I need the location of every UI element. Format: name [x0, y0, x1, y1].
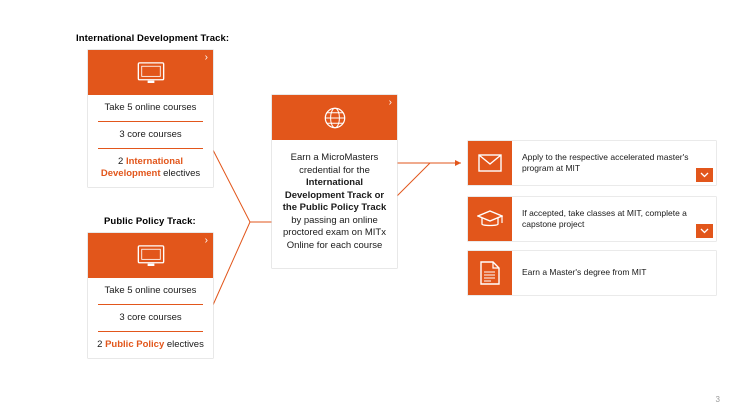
pp-track-card[interactable] — [88, 233, 213, 358]
micromasters-card[interactable] — [272, 95, 397, 268]
step-icon-container — [468, 251, 512, 295]
intl-electives-accent: International Development — [100, 156, 183, 179]
micromasters-text — [272, 140, 397, 268]
intl-electives-prefix: 2 — [118, 156, 126, 167]
micromasters-text-part-3: by passing an online proctored exam on MITx Online for each course — [283, 214, 386, 251]
micromasters-text-part-1: Earn a MicroMasters credential for the — [290, 152, 379, 176]
monitor-icon — [137, 62, 164, 84]
document-icon — [479, 261, 501, 285]
micromasters-text-part-2: International Development Track or the Public Policy Track — [282, 177, 387, 213]
pp-track-heading: Public Policy Track: — [104, 216, 196, 227]
step-row-degree[interactable] — [468, 251, 716, 295]
pp-row-3 — [88, 332, 213, 358]
pp-electives-accent: Public Policy — [105, 339, 165, 350]
graduation-cap-icon — [477, 209, 503, 229]
step-row-classes[interactable] — [468, 197, 716, 241]
intl-row-1: Take 5 online courses — [104, 102, 197, 113]
chevron-down-icon[interactable] — [696, 168, 713, 182]
page-number: 3 — [715, 395, 720, 404]
chevron-right-icon[interactable]: › — [204, 235, 208, 246]
pp-track-header — [88, 233, 213, 278]
micromasters-header — [272, 95, 397, 140]
step-icon-container — [468, 197, 512, 241]
chevron-right-icon[interactable]: › — [204, 52, 208, 63]
intl-track-header — [88, 50, 213, 95]
step-label-degree: Earn a Master's degree from MIT — [522, 267, 647, 278]
step-label-apply: Apply to the respective accelerated master's program at MIT — [522, 151, 689, 173]
step-label-classes: If accepted, take classes at MIT, complete a capstone project — [522, 207, 687, 229]
intl-row-3 — [88, 149, 213, 187]
step-row-apply[interactable] — [468, 141, 716, 185]
intl-electives-suffix: electives — [160, 168, 201, 179]
intl-row-2: 3 core courses — [119, 129, 182, 140]
envelope-icon — [478, 154, 502, 172]
pp-row-1: Take 5 online courses — [104, 285, 197, 296]
monitor-icon — [137, 245, 164, 267]
intl-track-heading: International Development Track: — [76, 33, 230, 44]
pp-row-2: 3 core courses — [119, 312, 182, 323]
chevron-down-icon[interactable] — [696, 224, 713, 238]
pp-electives-suffix: electives — [164, 339, 204, 350]
step-icon-container — [468, 141, 512, 185]
pp-electives-prefix: 2 — [97, 339, 106, 350]
chevron-right-icon[interactable]: › — [388, 97, 392, 108]
intl-track-card[interactable] — [88, 50, 213, 187]
globe-icon — [320, 105, 350, 130]
